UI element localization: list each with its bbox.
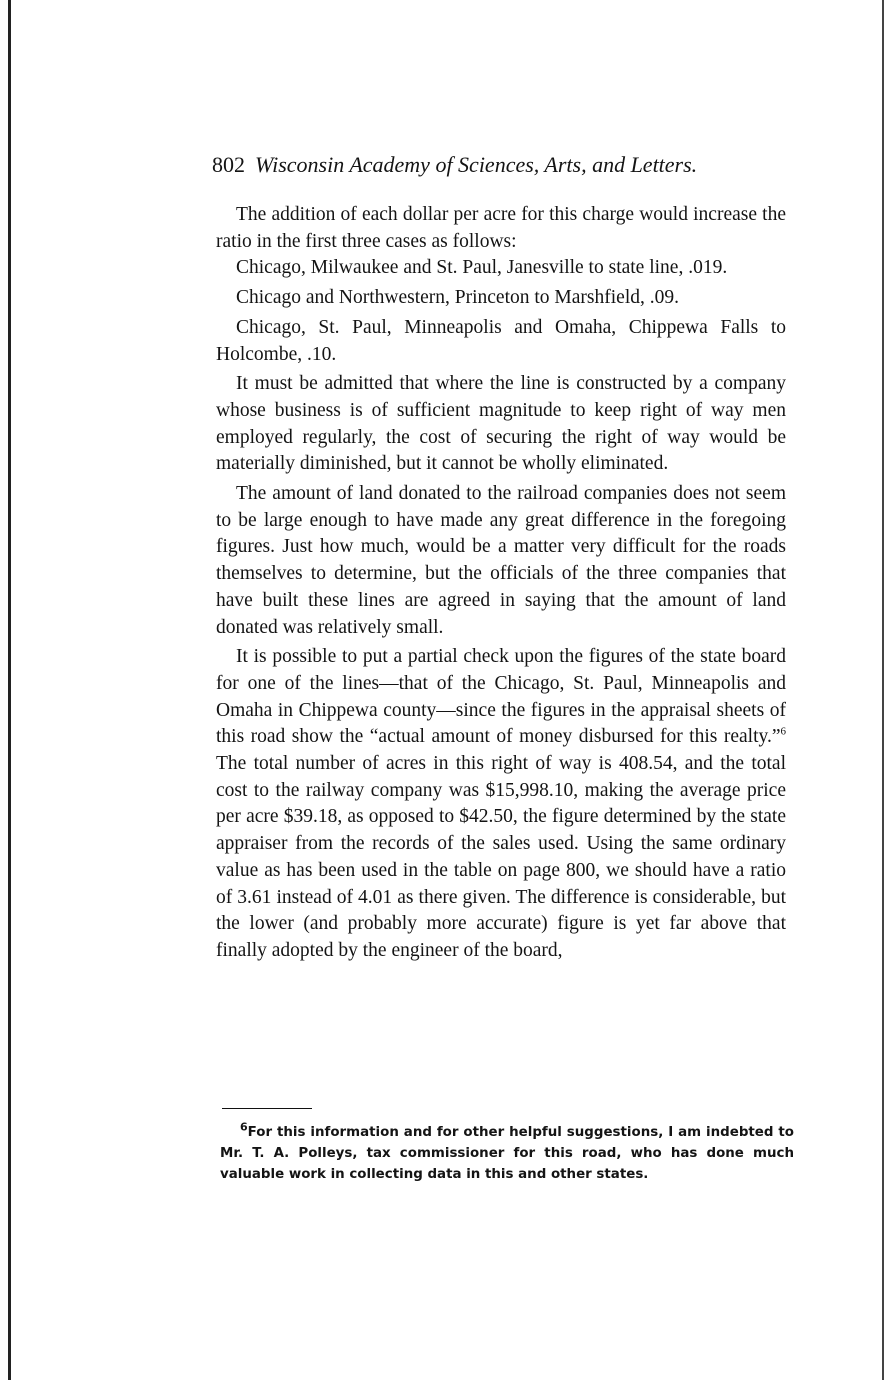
footnote-marker: 6: [240, 1120, 248, 1134]
running-header: [212, 152, 772, 178]
paragraph-text: It is possible to put a partial check upon the figures of the state board for one of the lines—that of the Chicago, St. Paul, Minneapolis and Omaha in Chippewa county—since the figures in the appraisal sheets of this road show the “actual amount of money disbursed for this realty.”: [216, 646, 786, 748]
footnote-reference: 6: [780, 725, 786, 738]
paragraph-text: The total number of acres in this right of way is 408.54, and the total cost to the railway company was $15,998.10, making the average price per acre $39.18, as opposed to $42.50, the figure determined by the state appraiser from the records of the sales used. Using the same ordinary value as has been used in the table on page 800, we should have a ratio of 3.61 instead of 4.01 as there given. The difference is considerable, but the lower (and probably more accurate) figure is yet far above that finally adopted by the engineer of the board,: [216, 753, 786, 961]
paragraph: The amount of land donated to the railroad companies does not seem to be large enough to have made any great difference in the foregoing figures. Just how much, would be a matter very difficult for the roads themselves to determine, but the officials of the three companies that have built these lines are agreed in saying that the amount of land donated was relatively small.: [216, 483, 786, 638]
page-edge-left: [8, 0, 11, 1380]
paragraph: Chicago, St. Paul, Minneapolis and Omaha, Chippewa Falls to Holcombe, .10.: [216, 316, 786, 365]
footnote-text: For this information and for other helpful suggestions, I am indebted to Mr. T. A. Polleys, tax commissioner for this road, who has done much valuable work in collecting data in this and other states.: [220, 1125, 794, 1182]
footnote-divider: [222, 1108, 312, 1109]
paragraph: It must be admitted that where the line is constructed by a company whose business is of sufficient magnitude to keep right of way men employed regularly, the cost of securing the right of way would be materially diminished, but it cannot be wholly eliminated.: [216, 373, 786, 475]
paragraph: Chicago and Northwestern, Princeton to Marshfield, .09.: [236, 287, 679, 309]
paragraph: Chicago, Milwaukee and St. Paul, Janesville to state line, .019.: [236, 257, 728, 279]
body-text: [216, 202, 786, 965]
paragraph: [216, 644, 786, 964]
page-edge-right: [882, 0, 884, 1380]
footnote: [220, 1122, 794, 1185]
running-title: Wisconsin Academy of Sciences, Arts, and Letters.: [255, 152, 698, 177]
page-number: 802: [212, 152, 245, 177]
paragraph: The addition of each dollar per acre for this charge would increase the ratio in the first three cases as follows:: [216, 204, 786, 252]
